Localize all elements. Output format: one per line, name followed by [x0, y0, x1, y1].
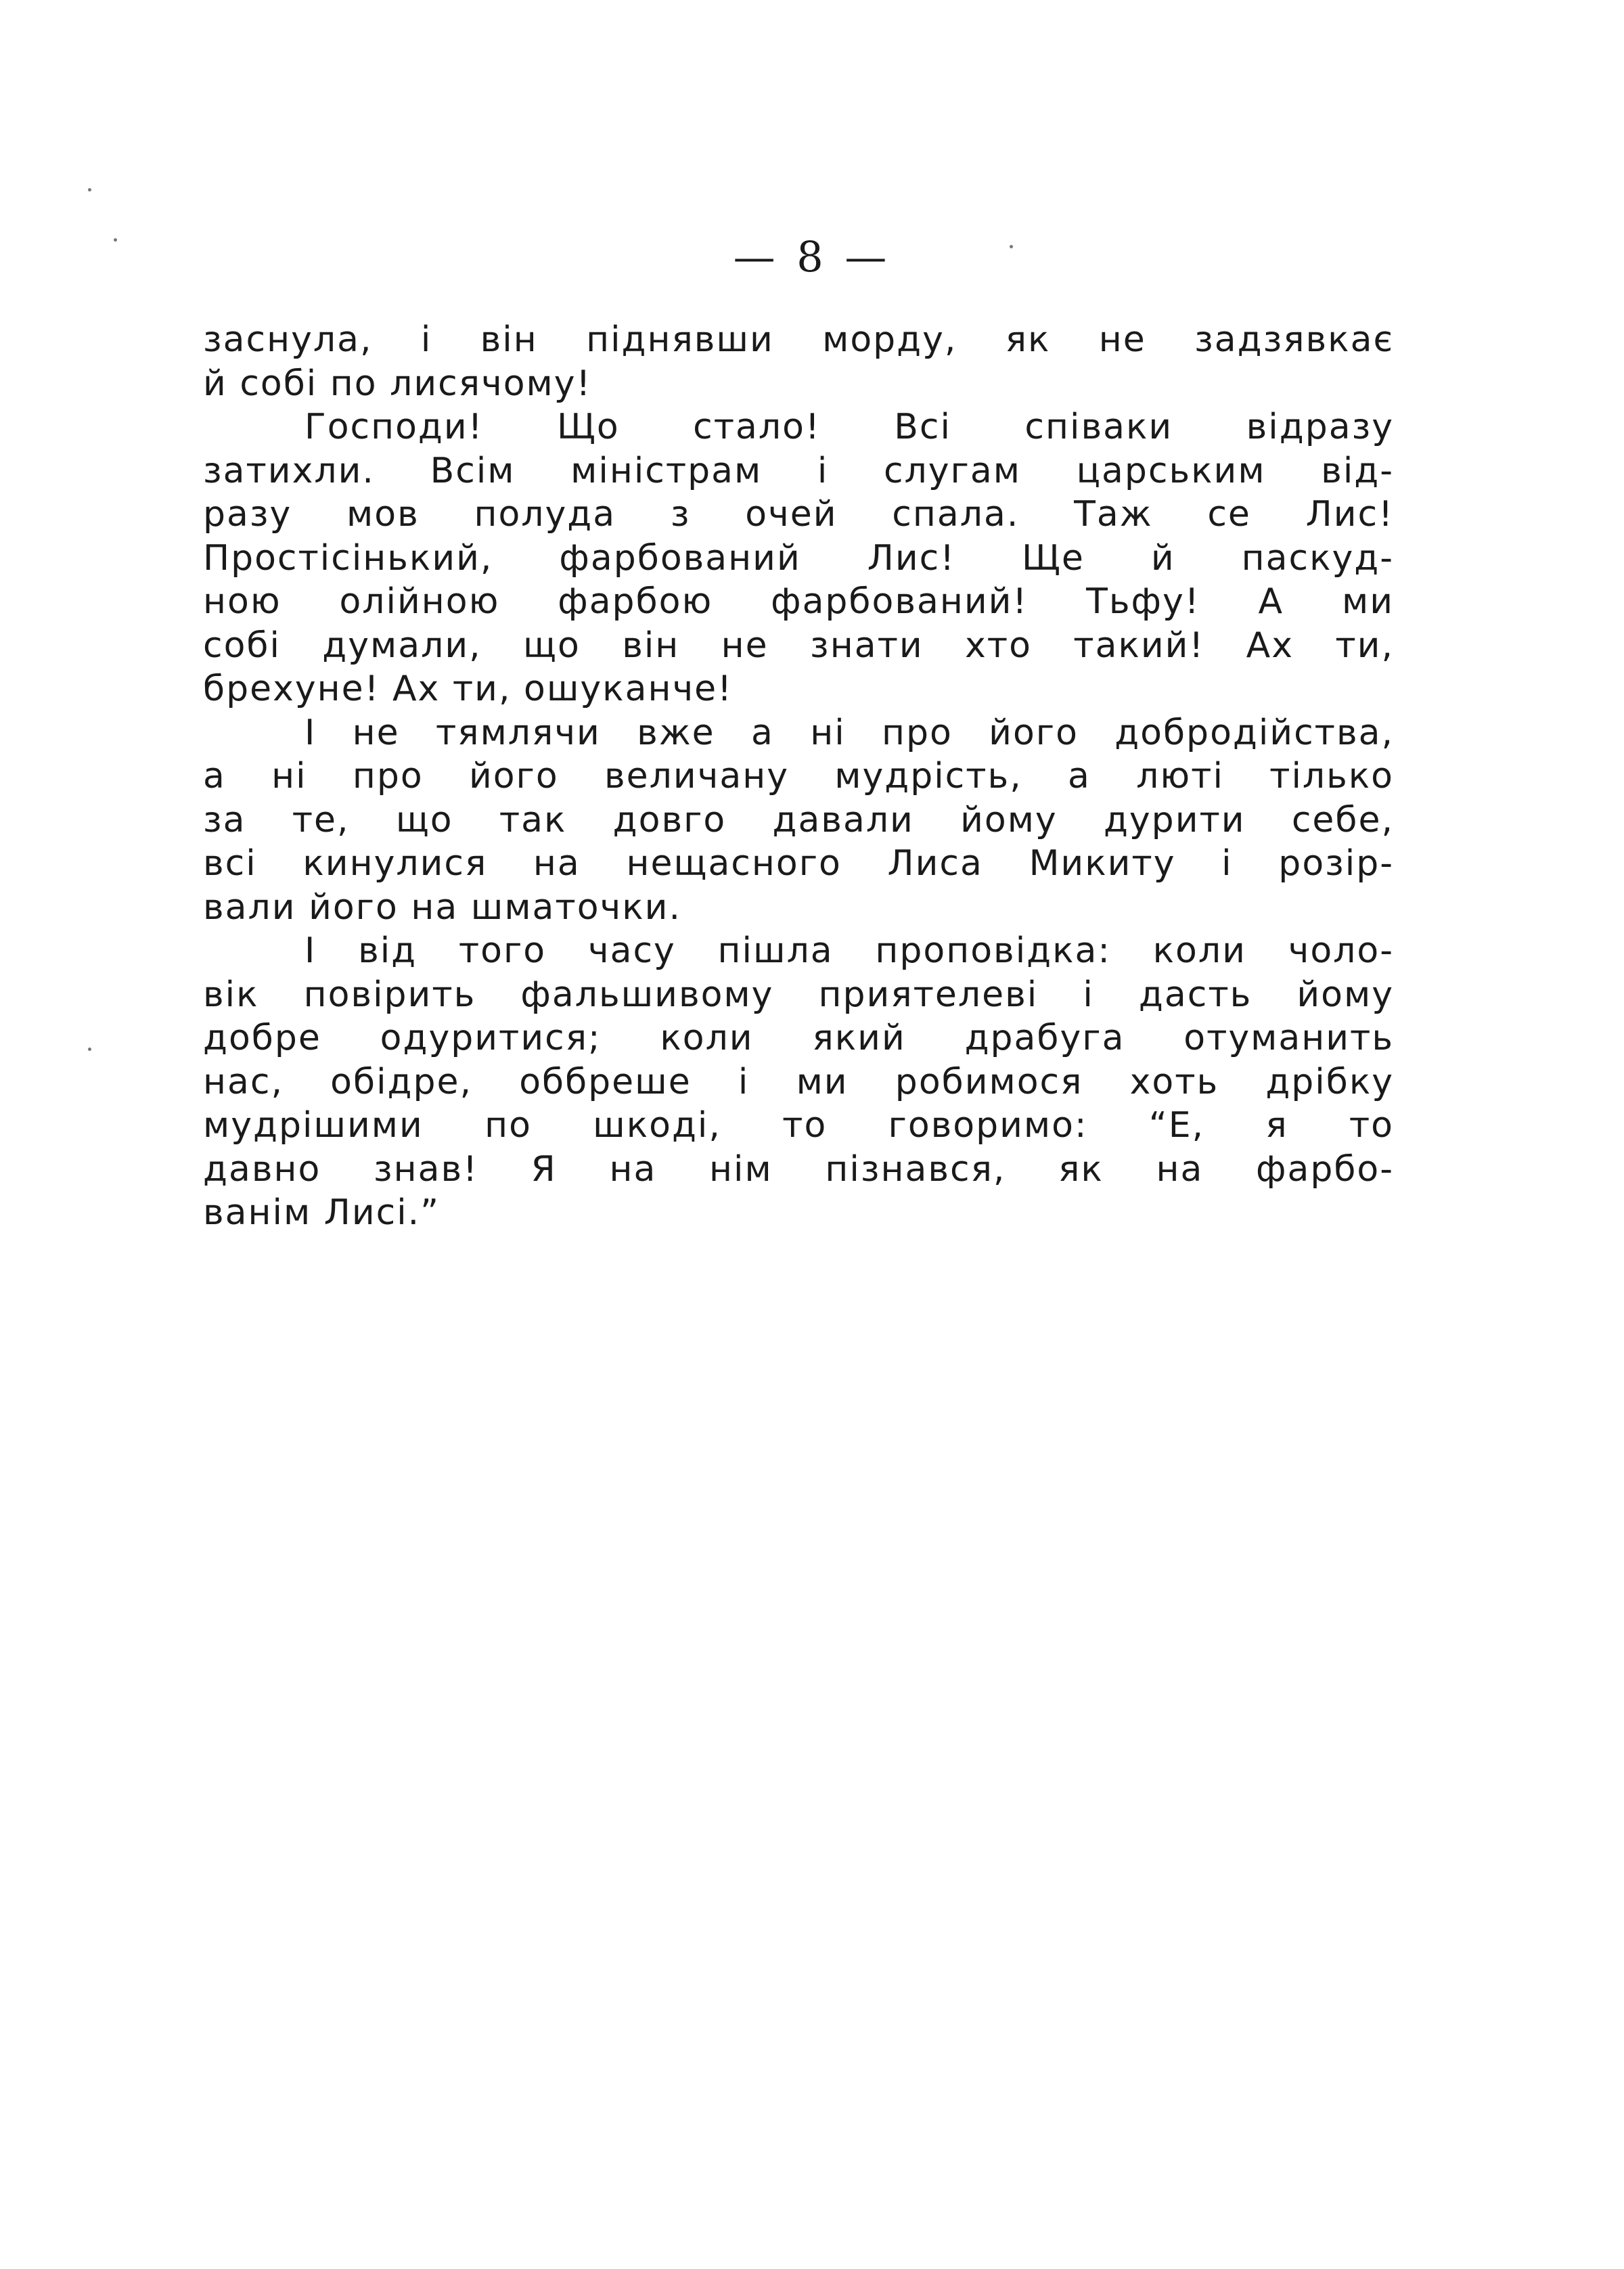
text-line: вали його на шматочки. — [203, 886, 681, 928]
scan-speck — [114, 238, 117, 242]
text-line: ною олійною фарбою фарбований! Тьфу! А ми — [203, 581, 1394, 622]
text-line: заснула, і він піднявши морду, як не задзявкає — [203, 319, 1394, 360]
text-line: а ні про його величану мудрість, а люті тілько — [203, 756, 1394, 796]
text-line: Простісінький, фарбований Лис! Ще й паскуд- — [203, 537, 1394, 579]
text-line: давно знав! Я на нім пізнався, як на фарбо- — [203, 1148, 1394, 1190]
text-line: вік повірить фальшивому приятелеві і дасть йому — [203, 974, 1394, 1015]
text-line: собі думали, що він не знати хто такий! Ах ти, — [203, 625, 1394, 666]
text-line: І від того часу пішла проповідка: коли чоло- — [304, 930, 1394, 971]
scan-speck — [88, 1048, 91, 1051]
text-line: мудрішими по шкоді, то говоримо: “Е, я то — [203, 1105, 1394, 1146]
text-line: затихли. Всім міністрам і слугам царським від- — [203, 450, 1394, 491]
text-line: нас, обідре, оббреше і ми робимося хоть дрібку — [203, 1061, 1394, 1102]
text-line: добре одуритися; коли який драбуга отуманить — [203, 1018, 1394, 1058]
text-line: за те, що так довго давали йому дурити себе, — [203, 799, 1394, 840]
body-text — [203, 318, 1394, 1235]
text-line: разу мов полуда з очей спала. Таж се Лис! — [203, 494, 1394, 535]
scan-speck — [88, 188, 91, 192]
text-line: брехуне! Ах ти, ошуканче! — [203, 669, 734, 709]
text-line: І не тямлячи вже а ні про його добродійства, — [304, 712, 1394, 753]
text-line: Господи! Що стало! Всі співаки відразу — [304, 407, 1394, 447]
text-line: й собі по лисячому! — [203, 363, 592, 404]
text-line: всі кинулися на нещасного Лиса Микиту і розір- — [203, 843, 1394, 884]
text-line: ванім Лисі.” — [203, 1192, 441, 1233]
page-number: — 8 — — [733, 232, 891, 282]
